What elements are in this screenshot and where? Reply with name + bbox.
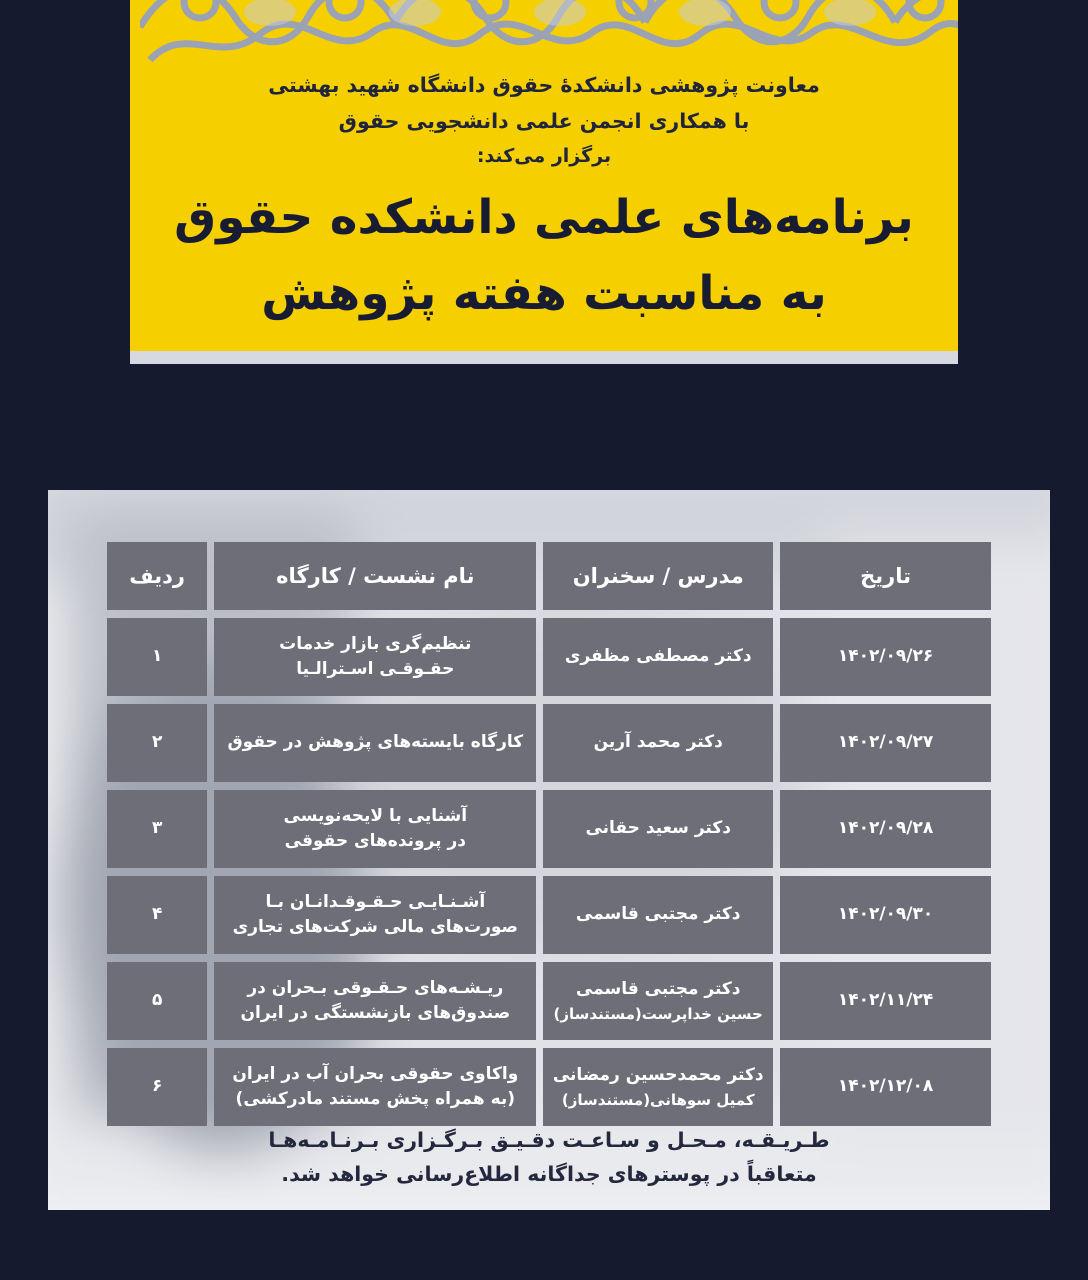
cell-speaker [543, 962, 773, 1040]
cell-date: ۱۴۰۲/۰۹/۲۸ [780, 790, 991, 868]
cell-session: آشنایی با لایحه‌نویسی در پرونده‌های حقوقی [214, 790, 536, 868]
cell-row-no: ۵ [107, 962, 207, 1040]
table-row [107, 790, 991, 868]
cell-speaker-secondary: کمیل سوهانی(مستندساز) [561, 1090, 755, 1109]
cell-speaker: دکتر سعید حقانی [543, 790, 773, 868]
cell-speaker [543, 1048, 773, 1126]
table-row [107, 876, 991, 954]
header-line-organizer: معاونت پژوهشی دانشکدهٔ حقوق دانشگاه شهید بهشتی [268, 73, 820, 97]
cell-date: ۱۴۰۲/۰۹/۲۷ [780, 704, 991, 782]
cell-speaker: دکتر محمد آرین [543, 704, 773, 782]
column-header-speaker: مدرس / سخنران [543, 542, 773, 610]
column-header-date: تاریخ [780, 542, 991, 610]
cell-row-no: ۴ [107, 876, 207, 954]
footnote [100, 1124, 998, 1192]
cell-session: تنظیم‌گری بازار خدمات حقـوقـی اسـترالـیا [214, 618, 536, 696]
header-line-holds: برگزار می‌کند: [476, 144, 612, 167]
table-header-row [107, 542, 991, 610]
cell-row-no: ۶ [107, 1048, 207, 1126]
poster-title-line-1: برنامه‌های علمی دانشکده حقوق [174, 190, 914, 245]
table-row [107, 618, 991, 696]
poster-title-line-2: به مناسبت هفته پژوهش [261, 266, 827, 322]
column-header-row-no: ردیف [107, 542, 207, 610]
cell-speaker: دکتر مصطفی مظفری [543, 618, 773, 696]
schedule-card [48, 490, 1050, 1210]
cell-date: ۱۴۰۲/۱۲/۰۸ [780, 1048, 991, 1126]
cell-speaker-main: دکتر مجتبی قاسمی [575, 979, 741, 999]
schedule-table [100, 534, 998, 1134]
poster-header [130, 0, 958, 364]
cell-row-no: ۲ [107, 704, 207, 782]
schedule-table-container [48, 490, 1050, 1210]
cell-date: ۱۴۰۲/۱۱/۲۴ [780, 962, 991, 1040]
cell-date: ۱۴۰۲/۰۹/۳۰ [780, 876, 991, 954]
table-row [107, 962, 991, 1040]
cell-row-no: ۱ [107, 618, 207, 696]
cell-speaker-secondary: حسین خداپرست(مستندساز) [553, 1004, 763, 1023]
ornament-band [130, 0, 958, 62]
cell-session: کارگاه بایسته‌های پژوهش در حقوق [214, 704, 536, 782]
header-line-cooperation: با همکاری انجمن علمی دانشجویی حقوق [338, 108, 750, 133]
cell-speaker-main: دکتر محمدحسین رمضانی [552, 1065, 764, 1085]
ornament-pattern-icon [140, 0, 958, 62]
header-text-block [130, 62, 958, 351]
cell-session: آشـنـایـی حـقـوقـدانـان بـا صورت‌های مالی شرکت‌های تجاری [214, 876, 536, 954]
cell-session: واکاوی حقوقی بحران آب در ایران (به همراه پخش مستند مادرکشی) [214, 1048, 536, 1126]
column-header-session: نام نشست / کارگاه [214, 542, 536, 610]
footnote-line-2: متعاقباً در پوسترهای جداگانه اطلاع‌رسانی خواهد شد. [281, 1162, 817, 1187]
table-row [107, 704, 991, 782]
header-underline [130, 351, 958, 364]
table-row [107, 1048, 991, 1126]
cell-speaker: دکتر مجتبی قاسمی [543, 876, 773, 954]
footnote-line-1: طـریـقـه، مـحـل و سـاعـت دقـیـق بـرگـزاری بـرنـامـه‌هـا [268, 1128, 830, 1153]
cell-session: ریـشـه‌های حـقـوقی بـحران در صندوق‌های بازنشستگی در ایران [214, 962, 536, 1040]
cell-date: ۱۴۰۲/۰۹/۲۶ [780, 618, 991, 696]
cell-row-no: ۳ [107, 790, 207, 868]
